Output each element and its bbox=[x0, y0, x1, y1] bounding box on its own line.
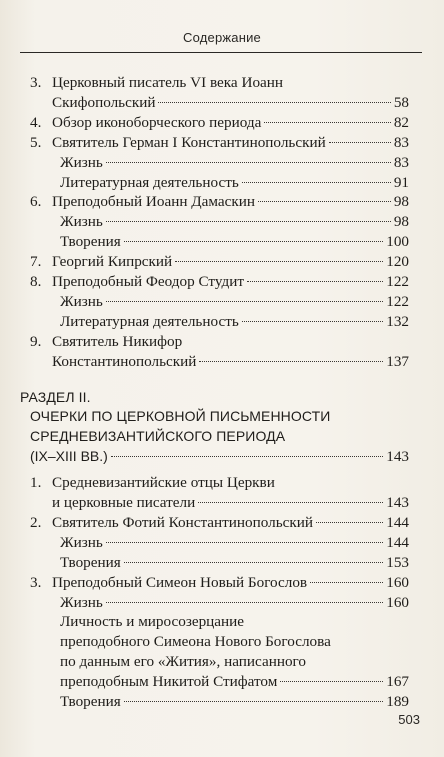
toc-entry-line bbox=[52, 493, 409, 512]
toc-entry-line bbox=[30, 513, 409, 532]
running-head: Содержание bbox=[183, 30, 261, 45]
toc-entry-line bbox=[30, 473, 275, 492]
entry-title: Скифопольский bbox=[52, 93, 156, 111]
entry-title: Творения bbox=[60, 553, 121, 571]
entry-title-line: Личность и миросозерцание bbox=[60, 613, 245, 631]
entry-title: Литературная деятельность bbox=[60, 173, 239, 191]
entry-number: 5. bbox=[30, 133, 42, 151]
entry-title: Святитель Фотий Константинопольский bbox=[52, 513, 314, 531]
dot-leader bbox=[280, 681, 383, 682]
section-title: СРЕДНЕВИЗАНТИЙСКОГО ПЕРИОДА bbox=[30, 428, 286, 445]
entry-title-line: Святитель Никифор bbox=[52, 332, 183, 350]
entry-title: Жизнь bbox=[60, 153, 103, 171]
entry-page-number: 160 bbox=[386, 593, 409, 611]
dot-leader bbox=[247, 281, 383, 282]
toc-line bbox=[60, 632, 331, 651]
entry-page-number: 98 bbox=[393, 213, 409, 231]
toc-line bbox=[60, 612, 244, 631]
dot-leader bbox=[106, 221, 391, 222]
entry-title: Преподобный Иоанн Дамаскин bbox=[52, 193, 255, 211]
dot-leader bbox=[106, 602, 383, 603]
entry-title: Константинопольский bbox=[52, 352, 197, 370]
entry-page-number: 144 bbox=[386, 513, 409, 531]
entry-title: и церковные писатели bbox=[52, 494, 196, 511]
toc-entry-line bbox=[60, 672, 409, 691]
dot-leader bbox=[264, 122, 390, 123]
entry-title: Жизнь bbox=[60, 213, 103, 231]
entry-page-number: 153 bbox=[386, 553, 409, 571]
toc-entry-line bbox=[30, 73, 283, 92]
entry-number: 8. bbox=[30, 273, 42, 290]
entry-page-number: 167 bbox=[386, 673, 409, 691]
dot-leader bbox=[158, 102, 390, 103]
entry-title-line: Церковный писатель VI века Иоанн bbox=[52, 74, 284, 91]
entry-number: 1. bbox=[30, 474, 42, 492]
entry-number: 4. bbox=[30, 113, 42, 131]
dot-leader bbox=[242, 321, 383, 322]
dot-leader bbox=[198, 502, 383, 503]
entry-title: Жизнь bbox=[60, 292, 103, 310]
toc-entry-line bbox=[60, 153, 409, 172]
dot-leader bbox=[124, 241, 383, 242]
entry-number: 7. bbox=[30, 253, 42, 271]
entry-title: Литературная деятельность bbox=[60, 312, 239, 330]
entry-page-number: 132 bbox=[386, 312, 409, 330]
toc-entry-line bbox=[60, 553, 409, 572]
entry-number: 9. bbox=[30, 332, 42, 350]
entry-title: Творения bbox=[60, 233, 121, 251]
toc-entry-line bbox=[60, 593, 409, 612]
toc-entry-line bbox=[30, 573, 409, 592]
entry-page-number: 58 bbox=[393, 93, 409, 111]
toc-entry-line bbox=[52, 352, 409, 371]
entry-page-number: 100 bbox=[386, 233, 409, 251]
dot-leader bbox=[310, 582, 383, 583]
entry-title: Святитель Герман I Константинопольский bbox=[52, 133, 326, 151]
entry-page-number: 160 bbox=[386, 573, 409, 591]
entry-page-number: 137 bbox=[386, 352, 409, 370]
entry-number: 3. bbox=[30, 573, 42, 591]
toc-entry-line bbox=[60, 533, 409, 552]
dot-leader bbox=[106, 301, 383, 302]
dot-leader bbox=[124, 562, 383, 563]
entry-number: 3. bbox=[30, 74, 42, 91]
entry-title: Георгий Кипрский bbox=[52, 253, 173, 271]
entry-page-number: 143 bbox=[386, 494, 409, 511]
dot-leader bbox=[175, 261, 383, 262]
toc-entry-line bbox=[60, 212, 409, 231]
dot-leader bbox=[316, 522, 383, 523]
dot-leader bbox=[199, 361, 383, 362]
entry-title: Творения bbox=[60, 693, 121, 710]
entry-title: Преподобный Феодор Студит bbox=[52, 273, 244, 290]
entry-page-number: 82 bbox=[393, 113, 409, 131]
toc-entry-line bbox=[60, 312, 409, 331]
page-number: 503 bbox=[398, 712, 420, 727]
entry-title: преподобным Никитой Стифатом bbox=[60, 673, 278, 691]
dot-leader bbox=[111, 456, 383, 457]
entry-number: 6. bbox=[30, 193, 42, 211]
entry-page-number: 98 bbox=[393, 193, 409, 211]
entry-page-number: 144 bbox=[386, 533, 409, 551]
entry-title: Преподобный Симеон Новый Богослов bbox=[52, 573, 308, 591]
section-page-number: 143 bbox=[386, 448, 409, 466]
toc-entry-line bbox=[30, 252, 409, 271]
toc-entry-line bbox=[30, 192, 409, 211]
dot-leader bbox=[124, 701, 383, 702]
entry-page-number: 120 bbox=[386, 253, 409, 271]
entry-title: Жизнь bbox=[60, 533, 103, 551]
entry-title-line: преподобного Симеона Нового Богослова bbox=[60, 633, 331, 651]
dot-leader bbox=[258, 201, 391, 202]
toc-entry-line bbox=[30, 133, 409, 152]
toc-line bbox=[60, 652, 306, 671]
dot-leader bbox=[329, 142, 391, 143]
entry-page-number: 83 bbox=[393, 153, 409, 171]
dot-leader bbox=[242, 182, 391, 183]
section-title-line bbox=[30, 447, 409, 466]
toc-entry-line bbox=[30, 113, 409, 132]
entry-title: Обзор иконоборческого периода bbox=[52, 113, 262, 131]
toc-entry-line bbox=[60, 173, 409, 192]
toc-entry-line bbox=[52, 93, 409, 112]
entry-page-number: 83 bbox=[393, 133, 409, 151]
entry-page-number: 189 bbox=[386, 693, 409, 710]
dot-leader bbox=[106, 162, 391, 163]
section-title: (IX–XIII ВВ.) bbox=[30, 448, 108, 465]
section-label: РАЗДЕЛ II. bbox=[20, 388, 91, 405]
toc-entry-line bbox=[30, 272, 409, 291]
entry-title-line: по данным его «Жития», написанного bbox=[60, 653, 306, 671]
section-title: ОЧЕРКИ ПО ЦЕРКОВНОЙ ПИСЬМЕННОСТИ bbox=[30, 408, 331, 425]
entry-page-number: 122 bbox=[386, 273, 409, 290]
entry-title: Жизнь bbox=[60, 593, 103, 611]
dot-leader bbox=[106, 542, 383, 543]
entry-number: 2. bbox=[30, 513, 42, 531]
entry-title-line: Средневизантийские отцы Церкви bbox=[52, 474, 275, 492]
entry-page-number: 122 bbox=[386, 292, 409, 310]
entry-page-number: 91 bbox=[393, 173, 409, 191]
toc-entry-line bbox=[60, 292, 409, 311]
toc-entry-line bbox=[60, 692, 409, 711]
toc-entry-line bbox=[30, 332, 182, 351]
toc-entry-line bbox=[60, 232, 409, 251]
